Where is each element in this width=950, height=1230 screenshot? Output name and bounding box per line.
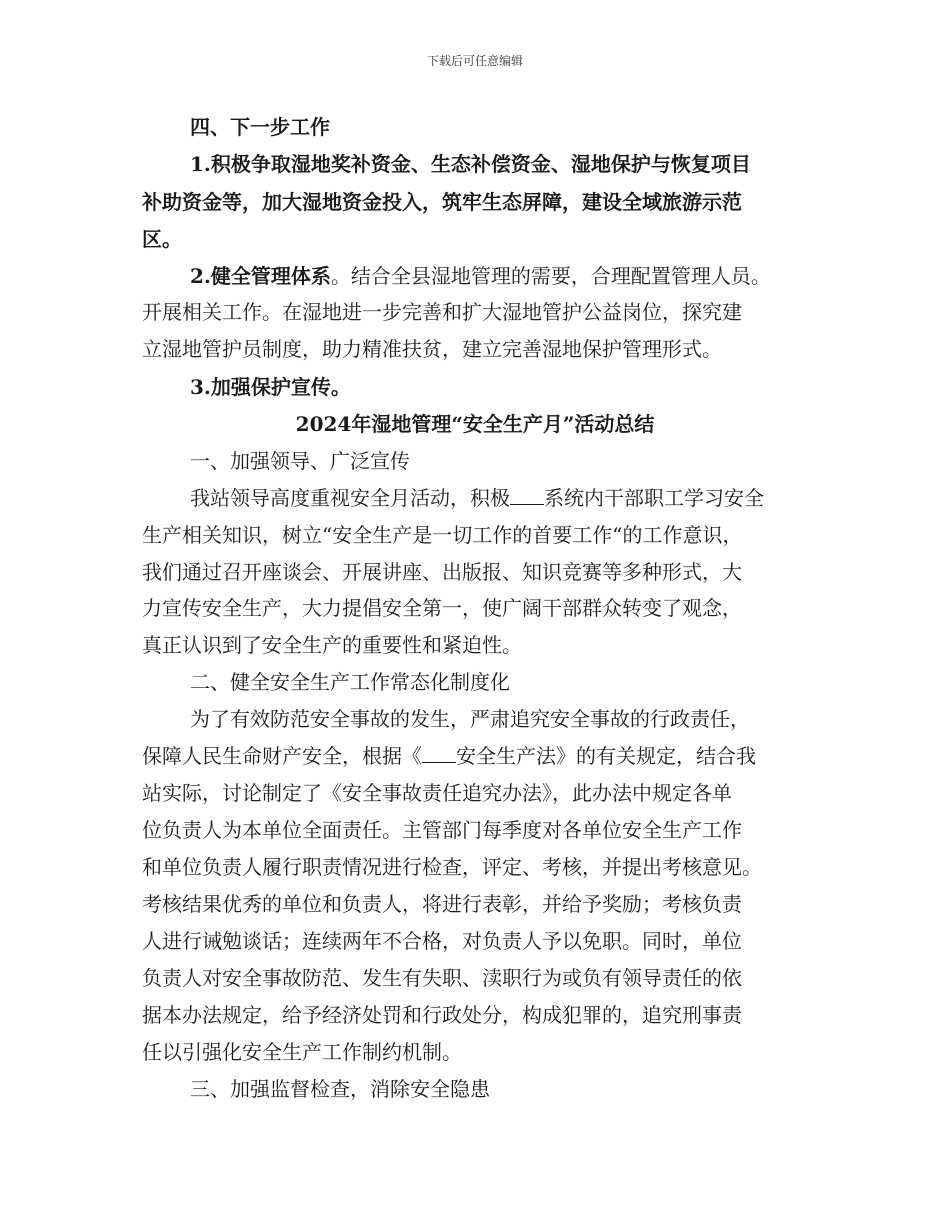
section-heading: 四、下一步工作: [190, 115, 330, 139]
item-2-rest: 。结合全县湿地管理的需要，合理配置管理人员。: [330, 264, 771, 288]
part-2-heading: 二、健全安全生产工作常态化制度化: [190, 670, 510, 694]
part-2-line: 据本办法规定，给予经济处罚和行政处分，构成犯罪的，追究刑事责: [142, 1003, 742, 1027]
part-1-heading: 一、加强领导、广泛宣传: [190, 449, 410, 473]
part-2-line: 人进行诫勉谈话；连续两年不合格，对负责人予以免职。同时，单位: [142, 929, 742, 953]
part-3-heading: 三、加强监督检查，消除安全隐患: [190, 1077, 490, 1101]
part-2-line: 为了有效防范安全事故的发生，严肃追究安全事故的行政责任，: [190, 707, 750, 731]
part-2-line: 负责人对安全事故防范、发生有失职、渎职行为或负有领导责任的依: [142, 966, 742, 990]
part-1-line: 真正认识到了安全生产的重要性和紧迫性。: [142, 633, 522, 657]
text-segment: 系统内干部职工学习安全: [544, 486, 764, 510]
blank-underline: [422, 746, 456, 763]
item-1-line: 区。: [142, 227, 182, 251]
text-segment: 保障人民生命财产安全，根据《: [142, 744, 422, 768]
item-2-line: 开展相关工作。在湿地进一步完善和扩大湿地管护公益岗位，探究建: [142, 300, 742, 324]
item-1-line: 1.积极争取湿地奖补资金、生态补偿资金、湿地保护与恢复项目: [190, 152, 751, 176]
part-2-line: 站实际，讨论制定了《安全事故责任追究办法》，此办法中规定各单: [142, 781, 732, 805]
page-header-note: 下载后可任意编辑: [426, 54, 523, 68]
part-1-first-line: [190, 488, 764, 508]
part-2-line: 和单位负责人履行职责情况进行检查，评定、考核，并提出考核意见。: [142, 855, 762, 879]
text-segment: 我站领导高度重视安全月活动，积极: [190, 486, 510, 510]
part-1-line: 我们通过召开座谈会、开展讲座、出版报、知识竞赛等多种形式，大: [142, 560, 742, 584]
item-2-line: 立湿地管护员制度，助力精准扶贫，建立完善湿地保护管理形式。: [142, 337, 722, 361]
blank-underline: [510, 488, 544, 505]
part-1-line: 力宣传安全生产，大力提倡安全第一，使广阔干部群众转变了观念，: [142, 596, 742, 620]
part-2-line: 任以引强化安全生产工作制约机制。: [142, 1040, 462, 1064]
document-title: 2024年湿地管理“安全生产月”活动总结: [295, 412, 655, 436]
part-2-second-line: [142, 746, 756, 766]
item-2-first-line: [190, 266, 771, 286]
part-2-line: 考核结果优秀的单位和负责人，将进行表彰，并给予奖励；考核负责: [142, 892, 742, 916]
item-2-label: 2.健全管理体系: [190, 264, 331, 288]
item-1-line: 补助资金等，加大湿地资金投入，筑牢生态屏障，建设全域旅游示范: [142, 190, 742, 214]
part-1-line: 生产相关知识，树立“安全生产是一切工作的首要工作“的工作意识，: [142, 523, 743, 547]
item-3-line: 3.加强保护宣传。: [190, 375, 351, 399]
text-segment: 安全生产法》的有关规定，结合我: [456, 744, 756, 768]
part-2-line: 位负责人为本单位全面责任。主管部门每季度对各单位安全生产工作: [142, 818, 742, 842]
